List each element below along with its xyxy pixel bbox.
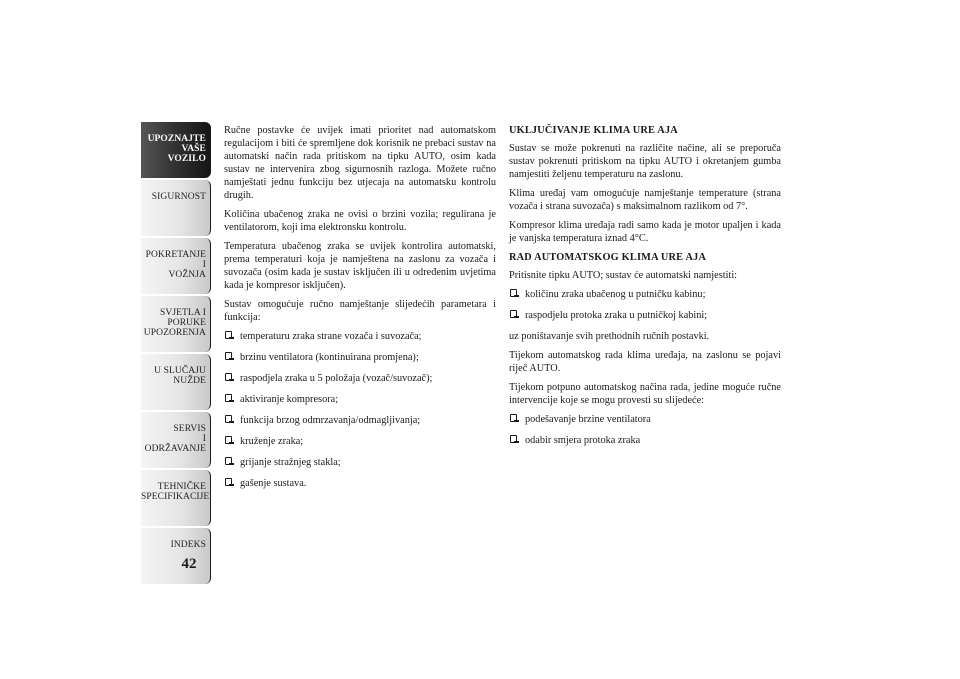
bullet-box-icon <box>225 415 232 423</box>
section-heading: RAD AUTOMATSKOG KLIMA URE AJA <box>509 252 707 263</box>
bullet-box-icon <box>510 310 517 318</box>
list-item: temperaturu zraka strane vozača i suvozača; <box>224 330 496 343</box>
bullet-box-icon <box>510 435 517 443</box>
list-item: količinu zraka ubačenog u putničku kabinu; <box>509 288 781 301</box>
bullet-box-icon <box>225 373 232 381</box>
manual-intervention-list <box>509 413 781 447</box>
bullet-box-icon <box>225 457 232 465</box>
paragraph: uz poništavanje svih prethodnih ručnih postavki. <box>509 331 710 342</box>
tab-tehnicke-specifikacije[interactable]: TEHNIČKE SPECIFIKACIJE <box>141 470 211 526</box>
list-item: raspodjela zraka u 5 položaja (vozač/suvozač); <box>224 372 496 385</box>
left-column <box>224 124 496 498</box>
paragraph: Kompresor klima uređaja radi samo kada je motor upaljen i kada je vanjska temperatura iznad 4°C. <box>509 220 781 244</box>
paragraph: Ručne postavke će uvijek imati prioritet nad automatskom regulacijom i biti će spremljene dok korisnik ne prebaci sustav na automatski način rada pritiskom na tipku AUTO, osim kada sustav ne intervenira zbog sigurnosnih razloga. Možete ručno namještati jednu funkciju bez utjecaja na automatsku kontrolu drugih. <box>224 125 496 201</box>
list-item: brzinu ventilatora (kontinuirana promjena); <box>224 351 496 364</box>
list-item: grijanje stražnjeg stakla; <box>224 456 496 469</box>
paragraph: Tijekom automatskog rada klima uređaja, na zaslonu se pojavi riječ AUTO. <box>509 350 781 374</box>
tab-upoznajte-vase-vozilo[interactable]: UPOZNAJTE VAŠE VOZILO <box>141 122 211 178</box>
manual-settings-list <box>224 330 496 490</box>
list-item: kruženje zraka; <box>224 435 496 448</box>
tab-sigurnost[interactable]: SIGURNOST <box>141 180 211 236</box>
list-item: podešavanje brzine ventilatora <box>509 413 781 426</box>
tab-pokretanje-i-voznja[interactable]: POKRETANJE I VOŽNJA <box>141 238 211 294</box>
tab-indeks[interactable]: INDEKS <box>141 528 211 584</box>
tab-servis-i-odrzavanje[interactable]: SERVIS I ODRŽAVANJE <box>141 412 211 468</box>
paragraph: Količina ubačenog zraka ne ovisi o brzini vozila; regulirana je ventilatorom, koji ima elektronsku kontrolu. <box>224 209 496 233</box>
paragraph: Tijekom potpuno automatskog načina rada, jedine moguće ručne intervencije koje se mogu provesti su slijedeće: <box>509 382 781 406</box>
list-item: odabir smjera protoka zraka <box>509 434 781 447</box>
bullet-box-icon <box>510 289 517 297</box>
bullet-box-icon <box>510 414 517 422</box>
section-heading: UKLJUČIVANJE KLIMA URE AJA <box>509 125 678 136</box>
bullet-box-icon <box>225 331 232 339</box>
bullet-box-icon <box>225 436 232 444</box>
list-item: raspodjelu protoka zraka u putničkoj kabini; <box>509 309 781 322</box>
bullet-box-icon <box>225 478 232 486</box>
list-item: funkcija brzog odmrzavanja/odmagljivanja; <box>224 414 496 427</box>
tab-svjetla-i-poruke-upozorenja[interactable]: SVJETLA I PORUKE UPOZORENJA <box>141 296 211 352</box>
bullet-box-icon <box>225 352 232 360</box>
tab-u-slucaju-nuzde[interactable]: U SLUČAJU NUŽDE <box>141 354 211 410</box>
paragraph: Sustav se može pokrenuti na različite načine, ali se preporuča sustav pokrenuti pritiskom na tipku AUTO i okretanjem gumba namjestiti željenu temperaturu na zaslonu. <box>509 143 781 180</box>
auto-settings-list <box>509 288 781 322</box>
page-number: 42 <box>181 556 197 572</box>
paragraph: Pritisnite tipku AUTO; sustav će automatski namjestiti: <box>509 270 738 281</box>
right-column <box>509 124 781 455</box>
list-item: aktiviranje kompresora; <box>224 393 496 406</box>
paragraph: Klima uređaj vam omogućuje namještanje temperature (strana vozača i strana suvozača) s maksimalnom razlikom od 7°. <box>509 188 781 212</box>
bullet-box-icon <box>225 394 232 402</box>
list-item: gašenje sustava. <box>224 477 496 490</box>
paragraph: Sustav omogućuje ručno namještanje slijedećih parametara i funkcija: <box>224 299 496 323</box>
paragraph: Temperatura ubačenog zraka se uvijek kontrolira automatski, prema temperaturi koja je namještena na zaslonu za vozača i suvozača (osim kada je sustav isključen ili u određenim uvjetima kada je kompresor isključen). <box>224 241 496 291</box>
